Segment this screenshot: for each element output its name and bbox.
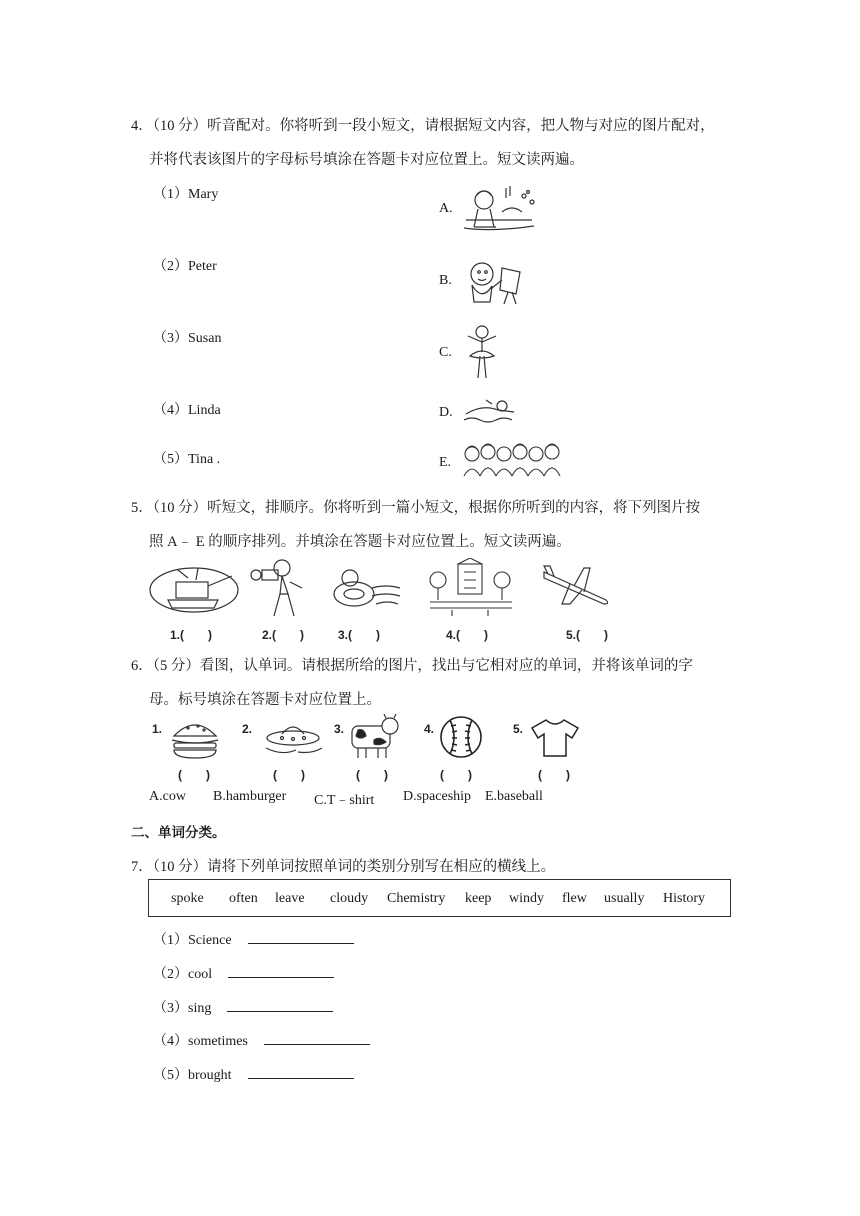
- q6-number-3: 3.: [334, 722, 345, 736]
- q4-option-d-label: D.: [439, 405, 453, 420]
- q7-item-2-label: （2）cool: [153, 967, 213, 982]
- q6-picture-t-shirt: [530, 716, 580, 758]
- q7-word-6: keep: [465, 891, 492, 906]
- q7-word-bank: [148, 879, 731, 917]
- q7-item-1-label: （1）Science: [153, 933, 232, 948]
- q4-person-2: （2）Peter: [153, 259, 217, 274]
- q6-choice-b: B.hamburger: [213, 789, 287, 804]
- q6-picture-baseball: [438, 714, 484, 760]
- q7-word-2: often: [229, 891, 258, 906]
- q4-option-b-label: B.: [439, 273, 452, 288]
- q7-word-1: spoke: [171, 891, 204, 906]
- q7-item-1: [153, 929, 354, 949]
- q6-choice-a: A.cow: [149, 789, 186, 804]
- q4-person-3: （3）Susan: [153, 331, 222, 346]
- q7-word-7: windy: [509, 891, 544, 906]
- q5-picture-4-city-trees: [428, 558, 514, 618]
- q7-word-4: cloudy: [330, 891, 369, 906]
- q6-choice-e: E.baseball: [485, 789, 543, 804]
- q4-picture-a-cooking: [462, 182, 542, 234]
- q6-choice-c: C.T﹣shirt: [314, 793, 375, 808]
- q7-item-3-label: （3）sing: [153, 1001, 212, 1016]
- q4-instruction-line2: 并将代表该图片的字母标号填涂在答题卡对应位置上。短文读两遍。: [149, 152, 584, 168]
- q6-paren-4: ( ): [440, 768, 472, 782]
- q6-picture-spaceship: [262, 718, 324, 758]
- q4-instruction-line1: 4．（10 分）听音配对。你将听到一段小短文，请根据短文内容，把人物与对应的图片配对，: [131, 118, 715, 134]
- q7-word-8: flew: [562, 891, 587, 906]
- q4-option-a-label: A.: [439, 201, 453, 216]
- q6-paren-1: ( ): [178, 768, 210, 782]
- q5-label-5: 5.( ): [566, 628, 609, 642]
- q7-word-5: Chemistry: [387, 891, 446, 906]
- q4-person-1: （1）Mary: [153, 187, 219, 202]
- q6-picture-cow: [348, 712, 400, 762]
- q7-answer-blank-3[interactable]: [227, 998, 333, 1012]
- q7-item-3: [153, 997, 333, 1017]
- q7-item-4-label: （4）sometimes: [153, 1034, 248, 1049]
- q7-answer-blank-4[interactable]: [264, 1031, 370, 1045]
- q5-label-4: 4.( ): [446, 628, 489, 642]
- q6-instruction-line1: 6．（5 分）看图，认单词。请根据所给的图片，找出与它相对应的单词，并将该单词的字: [131, 658, 693, 674]
- q6-instruction-line2: 母。标号填涂在答题卡对应位置上。: [149, 692, 381, 708]
- q6-number-1: 1.: [152, 722, 163, 736]
- q6-paren-2: ( ): [273, 768, 305, 782]
- q6-picture-hamburger: [170, 716, 220, 760]
- q7-item-2: [153, 963, 334, 983]
- q7-word-9: usually: [604, 891, 645, 906]
- q7-word-10: History: [663, 891, 705, 906]
- q7-instruction: 7．（10 分）请将下列单词按照单词的类别分别写在相应的横线上。: [131, 859, 556, 875]
- q5-picture-2-photographer: [246, 558, 308, 618]
- q7-item-5: [153, 1064, 354, 1084]
- q7-answer-blank-1[interactable]: [248, 930, 354, 944]
- q5-label-1: 1.( ): [170, 628, 213, 642]
- q5-label-2: 2.( ): [262, 628, 305, 642]
- q4-picture-e-group-of-children: [462, 440, 562, 480]
- q6-number-5: 5.: [513, 722, 524, 736]
- q4-option-c-label: C.: [439, 345, 452, 360]
- q6-paren-5: ( ): [538, 768, 570, 782]
- q4-person-4: （4）Linda: [153, 403, 221, 418]
- q7-answer-blank-2[interactable]: [228, 964, 334, 978]
- q4-picture-c-dancing: [462, 322, 502, 380]
- q7-word-3: leave: [275, 891, 305, 906]
- section-2-title: 二、单词分类。: [131, 825, 226, 841]
- q5-instruction-line1: 5．（10 分）听短文，排顺序。你将听到一篇小短文，根据你所听到的内容，将下列图片按: [131, 500, 701, 516]
- q6-choice-d: D.spaceship: [403, 789, 472, 804]
- q5-picture-3-swim-ring: [326, 560, 404, 616]
- q4-person-5: （5）Tina .: [153, 452, 221, 467]
- q4-picture-b-painting: [462, 258, 524, 306]
- q4-picture-d-swimming: [462, 398, 520, 424]
- q5-label-3: 3.( ): [338, 628, 381, 642]
- q7-answer-blank-5[interactable]: [248, 1065, 354, 1079]
- q5-picture-5-airplane: [540, 564, 612, 612]
- q5-picture-1-tank: [148, 560, 240, 618]
- q6-paren-3: ( ): [356, 768, 388, 782]
- q7-item-5-label: （5）brought: [153, 1068, 232, 1083]
- q4-option-e-label: E.: [439, 455, 452, 470]
- q6-number-2: 2.: [242, 722, 253, 736]
- q7-item-4: [153, 1030, 370, 1050]
- q5-instruction-line2: 照 A﹣ E 的顺序排列。并填涂在答题卡对应位置上。短文读两遍。: [149, 534, 571, 550]
- q6-number-4: 4.: [424, 722, 435, 736]
